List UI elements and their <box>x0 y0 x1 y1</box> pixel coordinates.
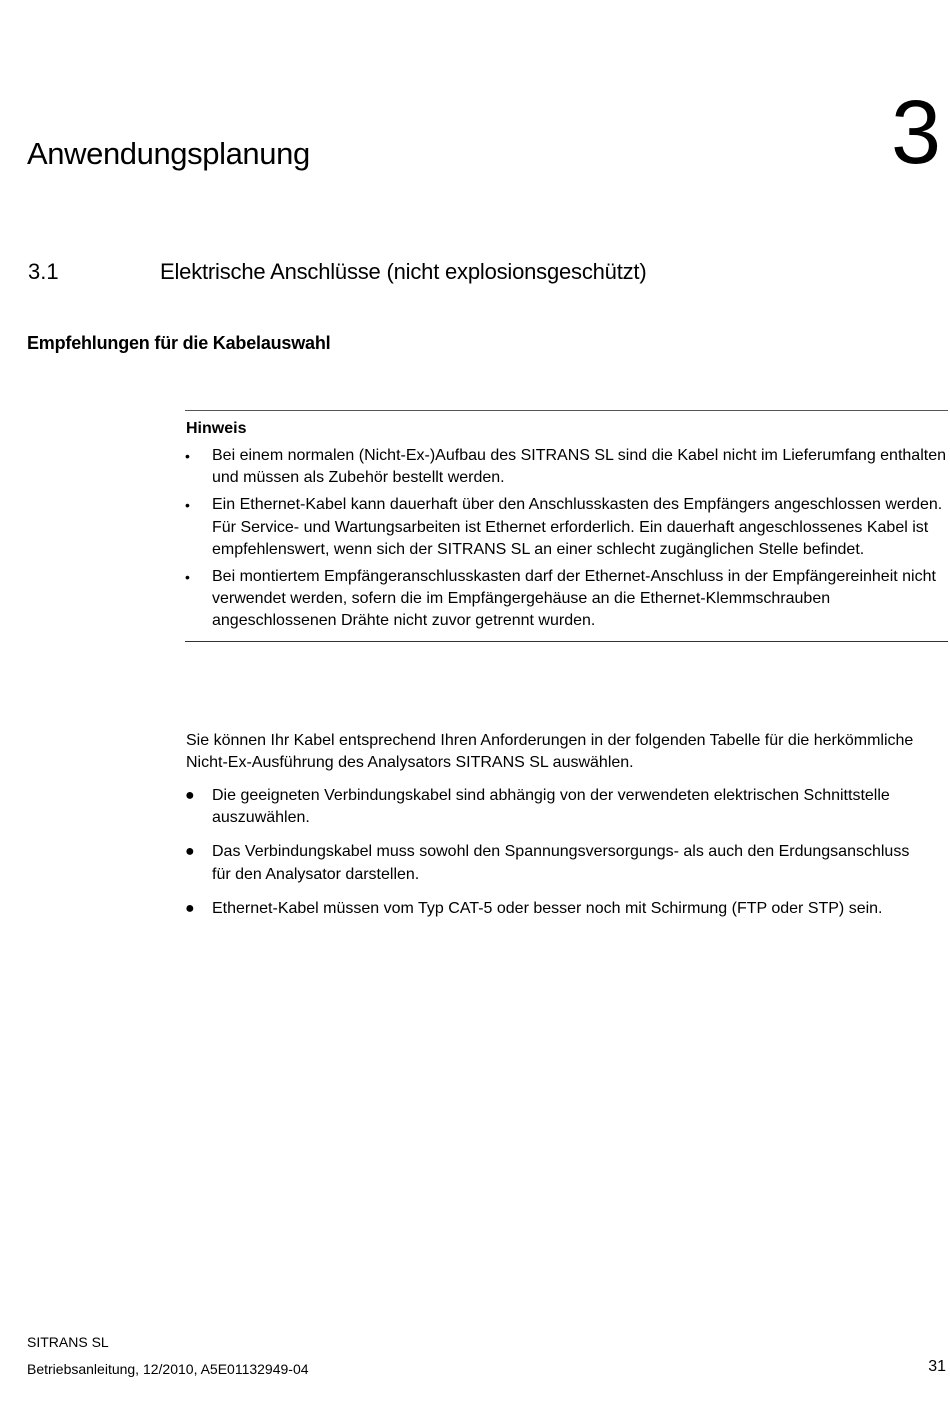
footer-product-name: SITRANS SL <box>27 1334 109 1350</box>
subheading: Empfehlungen für die Kabelauswahl <box>27 333 331 353</box>
chapter-title: Anwendungsplanung <box>27 136 310 171</box>
section-number: 3.1 <box>28 259 59 284</box>
note-box <box>185 410 948 642</box>
list-item-text: Ethernet-Kabel müssen vom Typ CAT-5 oder besser noch mit Schirmung (FTP oder STP) sein. <box>212 899 883 917</box>
bullet-icon: ● <box>185 787 195 804</box>
note-item-text: Bei einem normalen (Nicht-Ex-)Aufbau des SITRANS SL sind die Kabel nicht im Lieferumfang enthalten und müssen als Zubehör bestellt werden. <box>212 447 946 487</box>
list-item-text: Die geeigneten Verbindungskabel sind abhängig von der verwendeten elektrischen Schnittstelle auszuwählen. <box>212 787 890 827</box>
note-list <box>185 445 948 633</box>
bullet-icon: • <box>185 569 190 586</box>
requirements-list <box>185 785 915 932</box>
note-list-item <box>185 566 948 633</box>
intro-paragraph: Sie können Ihr Kabel entsprechend Ihren Anforderungen in der folgenden Tabelle für die herkömmliche Nicht-Ex-Ausführung des Analysators SITRANS SL auswählen. <box>186 732 914 772</box>
bullet-icon: • <box>185 497 190 514</box>
list-item <box>185 841 915 885</box>
bullet-icon: ● <box>185 899 195 917</box>
list-item <box>185 785 915 829</box>
footer-document-info: Betriebsanleitung, 12/2010, A5E01132949-04 <box>27 1361 309 1377</box>
note-item-text: Ein Ethernet-Kabel kann dauerhaft über den Anschlusskasten des Empfängers angeschlossen werden. Für Service- und Wartungsarbeiten ist Ethernet erforderlich. Ein dauerhaft angeschlossenes Kabel ist empfehlenswert, wenn sich der SITRANS SL an einer schlecht zugänglichen Stelle befindet. <box>212 496 943 558</box>
note-item-text: Bei montiertem Empfängeranschlusskasten darf der Ethernet-Anschluss in der Empfängereinheit nicht verwendet werden, sofern die im Empfängergehäuse an die Ethernet-Klemmschrauben angeschlossenen Drähte nicht zuvor getrennt wurden. <box>212 568 936 630</box>
list-item-text: Das Verbindungskabel muss sowohl den Spannungsversorgungs- als auch den Erdungsanschluss für den Analysator darstellen. <box>212 843 910 883</box>
note-list-item <box>185 445 948 489</box>
section-title: Elektrische Anschlüsse (nicht explosionsgeschützt) <box>160 259 647 284</box>
chapter-number: 3 <box>890 83 941 183</box>
note-heading: Hinweis <box>186 420 247 437</box>
page-number: 31 <box>928 1358 946 1375</box>
list-item <box>185 898 915 920</box>
note-list-item <box>185 494 948 561</box>
bullet-icon: • <box>185 448 190 464</box>
bullet-icon: ● <box>185 843 195 861</box>
